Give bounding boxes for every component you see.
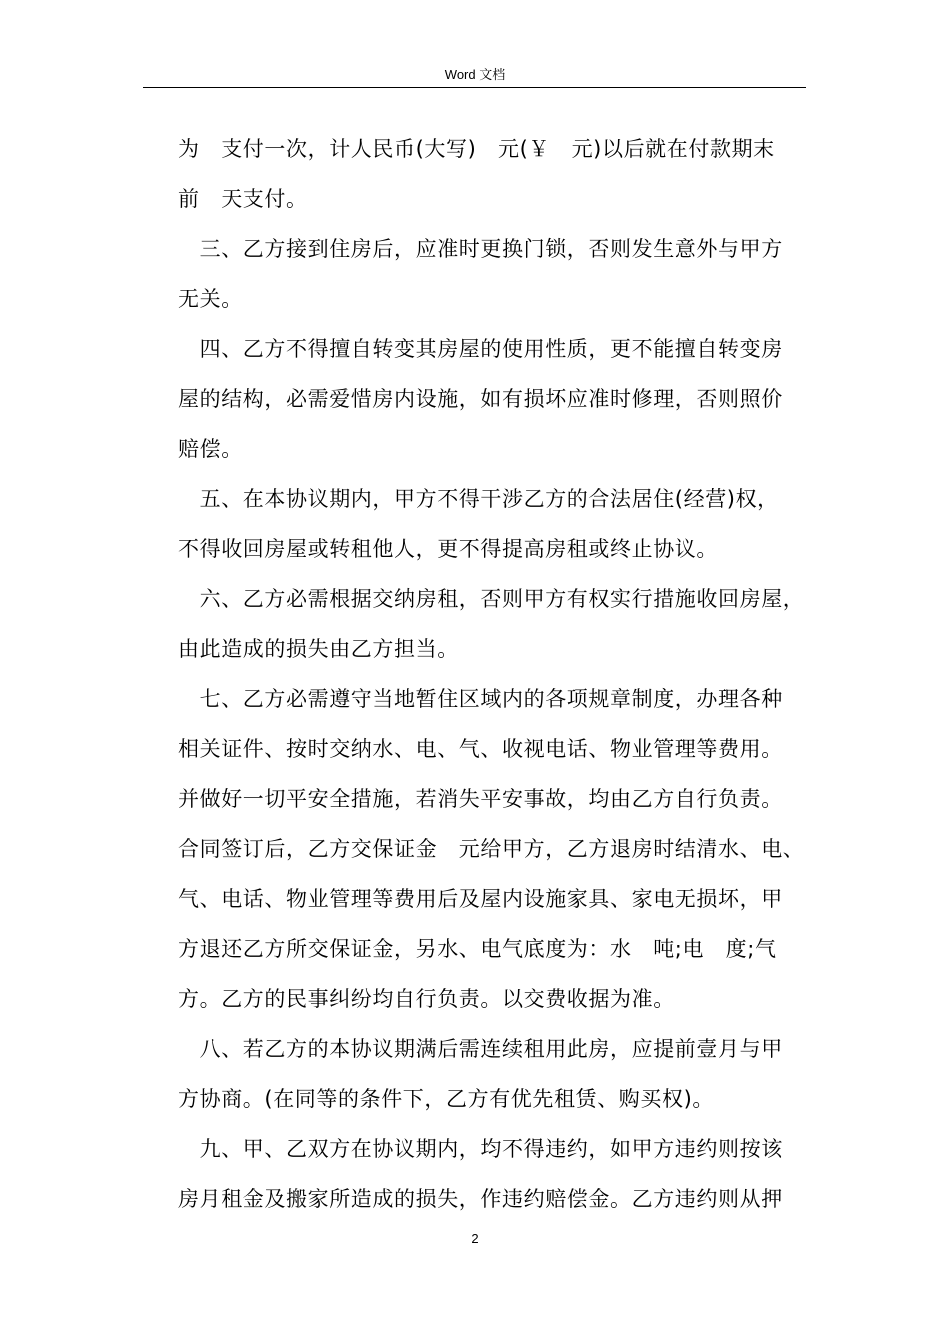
body-line: 赔偿。	[178, 437, 243, 461]
body-line: 方。乙方的民事纠纷均自行负责。以交费收据为准。	[178, 987, 675, 1011]
header-divider	[143, 87, 806, 88]
body-line: 前 天支付。	[178, 187, 308, 211]
body-line: 合同签订后，乙方交保证金 元给甲方，乙方退房时结清水、电、	[178, 837, 805, 861]
body-line: 无关。	[178, 287, 243, 311]
body-line: 房月租金及搬家所造成的损失，作违约赔偿金。乙方违约则从押	[178, 1187, 783, 1211]
body-line: 九、甲、乙双方在协议期内，均不得违约，如甲方违约则按该	[178, 1137, 783, 1161]
body-line: 为 支付一次，计人民币(大写) 元(￥ 元)以后就在付款期末	[178, 137, 775, 161]
page-header-title: Word 文档	[444, 67, 506, 82]
body-line: 七、乙方必需遵守当地暂住区域内的各项规章制度，办理各种	[178, 687, 783, 711]
body-line: 屋的结构，必需爱惜房内设施，如有损坏应准时修理，否则照价	[178, 387, 783, 411]
body-line: 相关证件、按时交纳水、电、气、收视电话、物业管理等费用。	[178, 737, 783, 761]
body-line: 三、乙方接到住房后，应准时更换门锁，否则发生意外与甲方	[178, 237, 783, 261]
body-line: 不得收回房屋或转租他人，更不得提高房租或终止协议。	[178, 537, 718, 561]
body-line: 由此造成的损失由乙方担当。	[178, 637, 459, 661]
body-line: 五、在本协议期内，甲方不得干涉乙方的合法居住(经营)权，	[178, 487, 779, 511]
body-line: 方协商。(在同等的条件下，乙方有优先租赁、购买权)。	[178, 1087, 714, 1111]
page-number: 2	[471, 1231, 479, 1246]
body-line: 方退还乙方所交保证金，另水、电气底度为：水 吨;电 度;气	[178, 937, 777, 961]
body-line: 六、乙方必需根据交纳房租，否则甲方有权实行措施收回房屋，	[178, 587, 805, 611]
body-line: 四、乙方不得擅自转变其房屋的使用性质，更不能擅自转变房	[178, 337, 783, 361]
body-line: 并做好一切平安全措施，若消失平安事故，均由乙方自行负责。	[178, 787, 783, 811]
body-line: 八、若乙方的本协议期满后需连续租用此房，应提前壹月与甲	[178, 1037, 783, 1061]
body-line: 气、电话、物业管理等费用后及屋内设施家具、家电无损坏，甲	[178, 887, 783, 911]
